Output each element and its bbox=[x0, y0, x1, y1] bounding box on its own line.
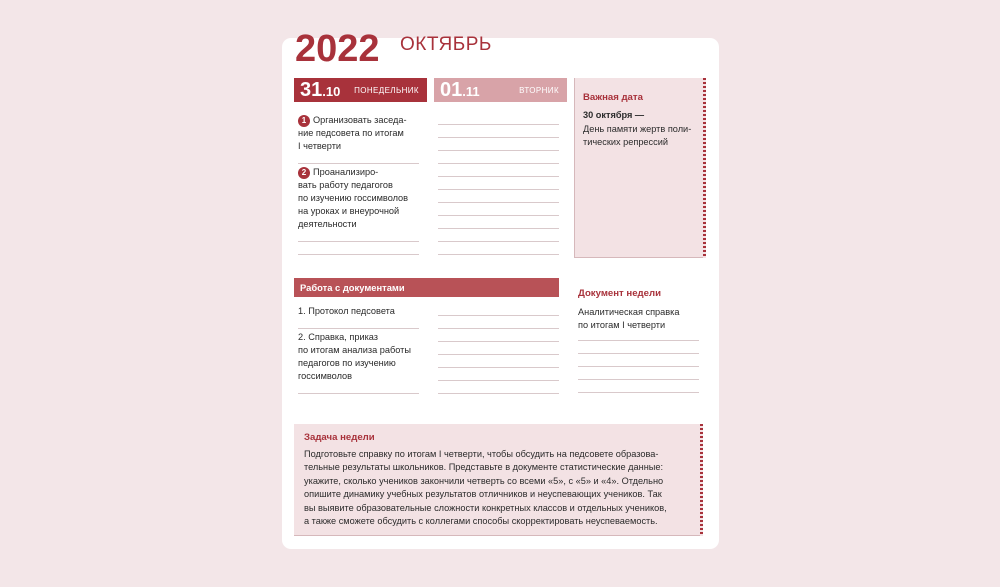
ruled-lines-tuesday bbox=[438, 112, 559, 255]
number-badge: 2 bbox=[298, 167, 310, 179]
task-line: деятельности bbox=[298, 219, 357, 229]
day-header-monday bbox=[294, 78, 427, 102]
task-item-2 bbox=[298, 166, 426, 231]
day-number: 01.11 bbox=[440, 78, 480, 101]
important-date-panel bbox=[574, 78, 705, 258]
document-of-week-text: Аналитическая справка по итогам I четверти bbox=[578, 306, 703, 332]
task-of-week-panel bbox=[294, 424, 702, 536]
important-date-value: 30 октября — bbox=[583, 110, 645, 120]
perforation-edge bbox=[700, 424, 703, 536]
month-title: ОКТЯБРЬ bbox=[400, 34, 492, 55]
ruled-lines-documents-2 bbox=[438, 303, 559, 394]
task-line: на уроках и внеурочной bbox=[298, 206, 400, 216]
task-line: Организовать заседа- bbox=[313, 115, 407, 125]
document-item-1: 1. Протокол педсовета bbox=[298, 305, 426, 318]
day-header-tuesday bbox=[434, 78, 567, 102]
task-of-week-text: Подготовьте справку по итогам I четверти, чтобы обсудить на педсовете образова- тельные результаты школьников. Представьте в документе статистические данные: укажите, сколько учеников закончили четверть со всеми «5», с «5» и «4». Отдельно опишите динамику учебных результатов отличников и неуспевающих учеников. Так вы выявите образовательные сложности конкретных классов и отдельных учеников, а также сможете обсудить с коллегами способы скорректировать неуспеваемость. bbox=[304, 449, 667, 527]
number-badge: 1 bbox=[298, 115, 310, 127]
perforation-edge bbox=[703, 78, 706, 258]
year-title: 2022 bbox=[295, 28, 380, 70]
document-of-week-title: Документ недели bbox=[578, 288, 661, 299]
important-date-title: Важная дата bbox=[583, 92, 643, 103]
day-number: 31.10 bbox=[300, 78, 341, 101]
weekday-label: ПОНЕДЕЛЬНИК bbox=[354, 85, 419, 95]
document-item-2: 2. Справка, приказ по итогам анализа работы педагогов по изучению госсимволов bbox=[298, 331, 426, 383]
task-line: ние педсовета по итогам bbox=[298, 128, 404, 138]
task-line: Проанализиро- bbox=[313, 167, 379, 177]
task-line: вать работу педагогов bbox=[298, 180, 393, 190]
task-line: по изучению госсимволов bbox=[298, 193, 409, 203]
task-item-1 bbox=[298, 114, 426, 153]
task-of-week-title: Задача недели bbox=[304, 432, 375, 443]
important-date-text: День памяти жертв поли- тических репрессий bbox=[583, 124, 692, 147]
documents-section-title: Работа с документами bbox=[294, 278, 559, 297]
task-line: I четверти bbox=[298, 141, 342, 151]
weekday-label: ВТОРНИК bbox=[519, 85, 559, 95]
